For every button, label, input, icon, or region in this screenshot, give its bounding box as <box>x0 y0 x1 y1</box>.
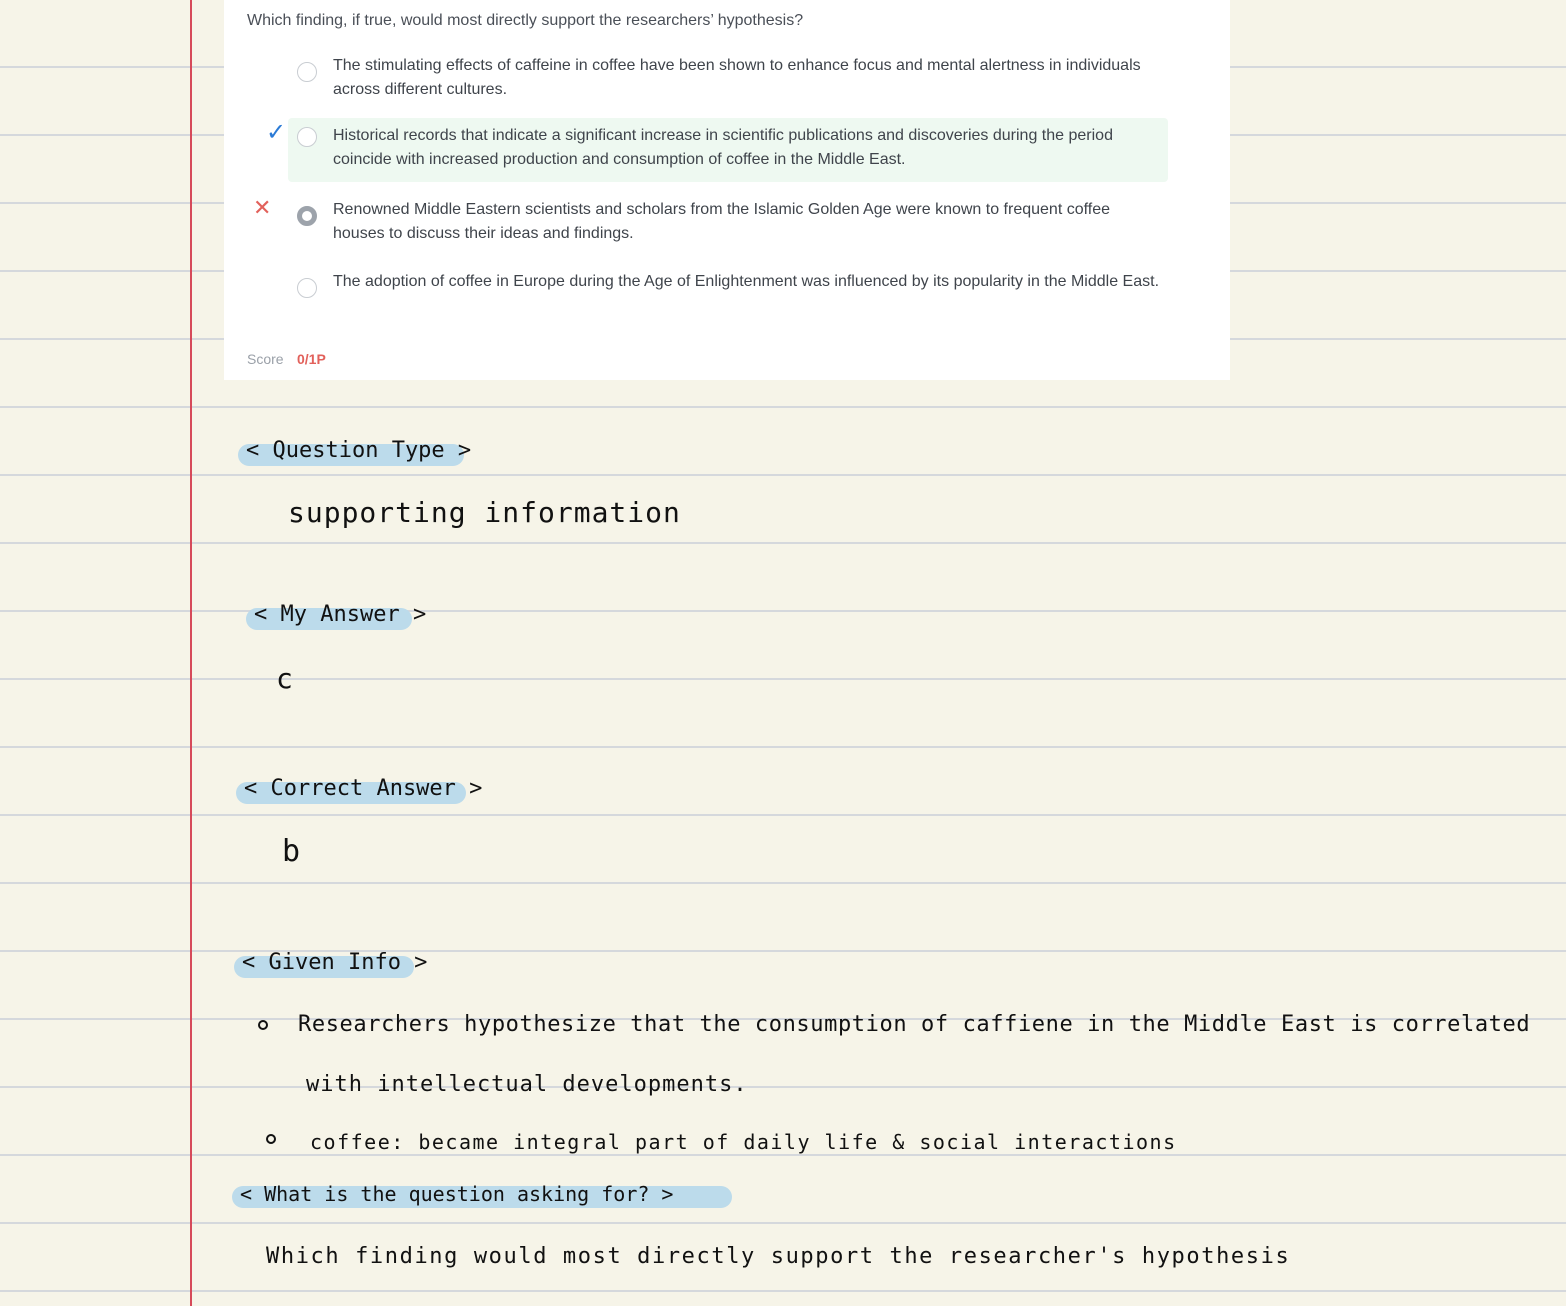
given-info-heading <box>234 950 428 978</box>
my-answer-heading <box>246 602 427 630</box>
option-d-text: The adoption of coffee in Europe during the Age of Enlightenment was influenced by its popularity in the Middle East. <box>333 273 1160 290</box>
question-asking-heading-text: < What is the question asking for? > <box>240 1182 674 1206</box>
question-text: Which finding, if true, would most directly support the researchers’ hypothesis? <box>247 12 804 29</box>
correct-check-icon: ✓ <box>266 118 287 146</box>
given-info-line1: Researchers hypothesize that the consumption of caffiene in the Middle East is correlated <box>298 1012 1531 1037</box>
my-answer-value: c <box>276 662 294 695</box>
score-value: 0/1P <box>297 351 326 367</box>
question-type-heading <box>238 438 472 466</box>
radio-c-selected[interactable] <box>297 206 317 226</box>
option-d[interactable] <box>288 268 1168 332</box>
correct-answer-heading <box>236 776 483 804</box>
option-c[interactable] <box>288 196 1168 260</box>
question-type-heading-text: < Question Type > <box>246 438 472 463</box>
my-answer-heading-text: < My Answer > <box>254 602 427 627</box>
given-info-line1b: with intellectual developments. <box>306 1072 748 1097</box>
correct-answer-heading-text: < Correct Answer > <box>244 776 483 801</box>
quiz-card <box>224 0 1230 380</box>
option-c-text: Renowned Middle Eastern scientists and scholars from the Islamic Golden Age were known to frequent coffee houses to discuss their ideas and findings. <box>333 201 1111 242</box>
notebook-margin-line <box>190 0 192 1306</box>
radio-a[interactable] <box>297 62 317 82</box>
given-info-heading-text: < Given Info > <box>242 950 428 975</box>
bullet-icon <box>258 1020 268 1030</box>
option-b[interactable] <box>288 118 1168 182</box>
option-b-text: Historical records that indicate a significant increase in scientific publications and discoveries during the period coincide with increased production and consumption of coffee in the Middle East. <box>333 127 1113 168</box>
question-asking-value: Which finding would most directly support the researcher's hypothesis <box>266 1244 1291 1269</box>
question-asking-heading <box>232 1182 732 1208</box>
incorrect-cross-icon: ✕ <box>253 196 272 221</box>
question-type-value: supporting information <box>288 496 681 529</box>
correct-answer-value: b <box>282 834 302 869</box>
score-label: Score <box>247 351 284 367</box>
radio-d[interactable] <box>297 278 317 298</box>
given-info-line2: coffee: became integral part of daily life & social interactions <box>310 1130 1177 1154</box>
radio-b[interactable] <box>297 127 317 147</box>
option-a[interactable] <box>288 52 1168 116</box>
bullet-icon <box>266 1134 276 1144</box>
option-a-text: The stimulating effects of caffeine in coffee have been shown to enhance focus and mental alertness in individuals across different cultures. <box>333 57 1141 98</box>
